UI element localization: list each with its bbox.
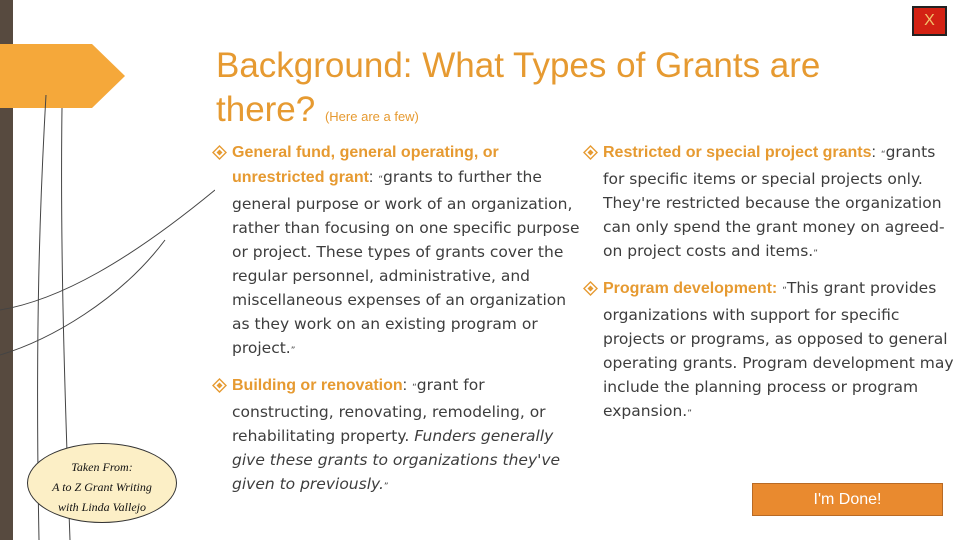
credit-line: Taken From:	[71, 460, 133, 474]
title-main: Background: What Types of Grants are there?	[216, 46, 821, 129]
item-body: grants for specific items or special projects only. They're restricted because the organization can only spend the grant money on agreed-on project costs and items.	[603, 143, 945, 260]
item-colon: :	[368, 169, 374, 186]
diamond-bullet-icon	[583, 281, 598, 296]
item-body: This grant provides organizations with support for specific projects or programs, as opposed to general operating grants. Program development may include the planning process or program expansion.	[603, 279, 954, 420]
diamond-bullet-icon	[212, 145, 227, 160]
open-quote: “	[782, 286, 787, 296]
item-heading: General fund, general operating, or unrestricted grant	[232, 144, 499, 186]
source-credit-badge	[27, 443, 177, 523]
item-body: grant for constructing, renovating, remodeling, or rehabilitating property.	[232, 376, 546, 445]
list-item-general-fund	[212, 140, 588, 363]
close-quote: ”	[383, 482, 389, 492]
credit-line: with Linda Vallejo	[57, 500, 146, 514]
diamond-bullet-icon	[583, 145, 598, 160]
title-subtitle: (Here are a few)	[324, 109, 419, 124]
item-colon: :	[871, 144, 876, 161]
item-heading: Program development:	[603, 280, 778, 297]
close-quote: ”	[290, 346, 296, 356]
item-body-italic: Funders generally give these grants to organizations they've given to previously.	[232, 427, 561, 493]
open-quote: “	[412, 383, 417, 393]
item-body: grants to further the general purpose or work of an organization, rather than focusing on one specific purpose or project. These types of grants cover the regular personnel, administrative, and miscellaneous expenses of an organization as they work on an existing program or project.	[232, 168, 580, 357]
list-item-restricted-grants	[583, 140, 955, 266]
close-button[interactable]: X	[912, 6, 947, 36]
item-colon: :	[402, 377, 408, 394]
open-quote: “	[880, 150, 886, 160]
open-quote: “	[378, 175, 383, 185]
list-item-building-renovation	[212, 373, 588, 499]
left-column	[212, 140, 588, 499]
done-button[interactable]: I'm Done!	[752, 483, 943, 516]
item-heading: Building or renovation	[232, 377, 403, 394]
page-title	[216, 44, 916, 139]
list-item-program-development	[583, 276, 955, 426]
close-quote: ”	[687, 409, 692, 419]
credit-line: A to Z Grant Writing	[52, 480, 152, 494]
close-quote: ”	[813, 249, 818, 259]
diamond-bullet-icon	[212, 378, 227, 393]
right-column	[583, 140, 955, 426]
item-heading: Restricted or special project grants	[603, 144, 872, 161]
